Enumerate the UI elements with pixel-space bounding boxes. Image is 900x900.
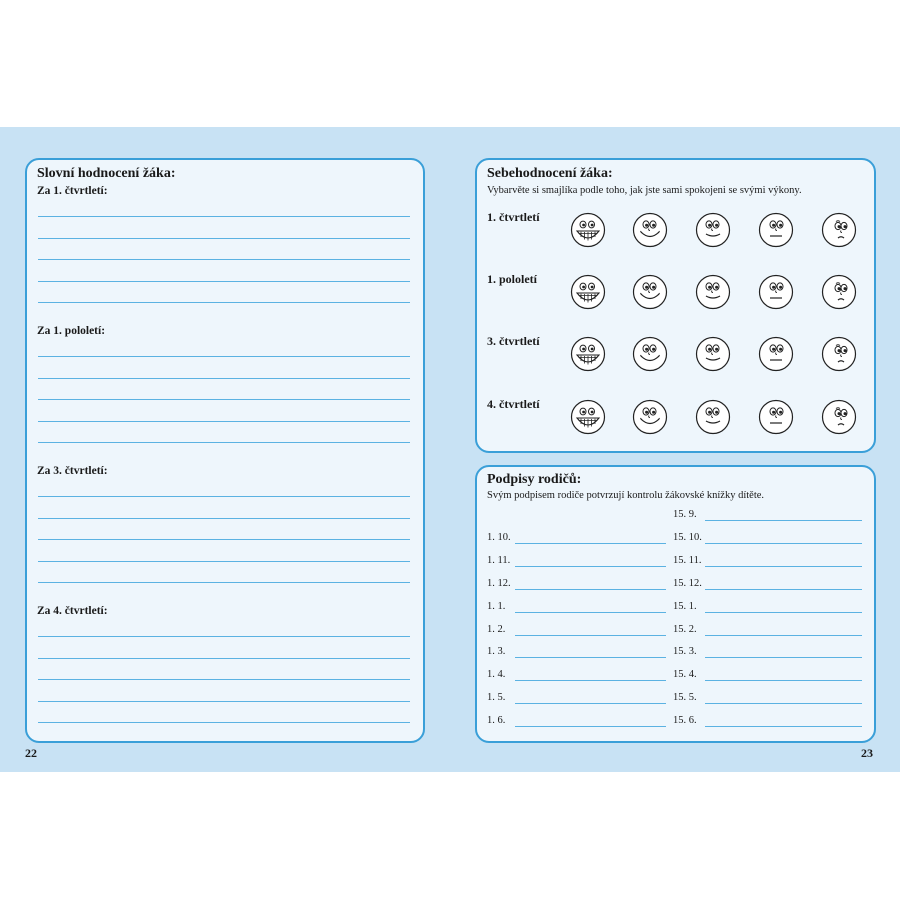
signature-date: 15. 6. <box>673 715 697 727</box>
unhappy-face-icon[interactable] <box>821 399 857 435</box>
unhappy-face-icon[interactable] <box>821 212 857 248</box>
writing-line[interactable] <box>38 496 410 497</box>
signature-line[interactable] <box>705 635 862 636</box>
signature-line[interactable] <box>705 543 862 544</box>
signature-line[interactable] <box>515 612 666 613</box>
signature-date: 1. 11. <box>487 554 511 566</box>
signature-line[interactable] <box>515 566 666 567</box>
signature-date: 1. 4. <box>487 669 506 681</box>
signature-line[interactable] <box>705 612 862 613</box>
content-face-icon[interactable] <box>695 336 731 372</box>
happy-face-icon[interactable] <box>632 336 668 372</box>
section-label: Za 1. pololetí: <box>37 325 106 337</box>
section-label: Za 1. čtvrtletí: <box>37 185 108 197</box>
signature-date: 15. 12. <box>673 577 702 589</box>
writing-line[interactable] <box>38 636 410 637</box>
verbal-evaluation-panel <box>25 158 425 743</box>
happy-face-icon[interactable] <box>632 399 668 435</box>
section-label: Za 3. čtvrtletí: <box>37 465 108 477</box>
signature-date: 15. 9. <box>673 509 697 520</box>
neutral-face-icon[interactable] <box>758 336 794 372</box>
writing-line[interactable] <box>38 722 410 723</box>
writing-line[interactable] <box>38 561 410 562</box>
signature-line[interactable] <box>515 589 666 590</box>
unhappy-face-icon[interactable] <box>821 336 857 372</box>
signature-date: 15. 11. <box>673 554 702 566</box>
signature-date: 1. 6. <box>487 715 506 727</box>
signature-line[interactable] <box>705 680 862 681</box>
writing-line[interactable] <box>38 539 410 540</box>
signature-line[interactable] <box>705 566 862 567</box>
unhappy-face-icon[interactable] <box>821 274 857 310</box>
writing-line[interactable] <box>38 442 410 443</box>
signature-date: 1. 5. <box>487 692 506 704</box>
period-label: 1. čtvrtletí <box>487 210 540 224</box>
writing-line[interactable] <box>38 216 410 217</box>
signature-line[interactable] <box>515 635 666 636</box>
signature-line[interactable] <box>705 520 862 521</box>
verbal-evaluation-title: Slovní hodnocení žáka: <box>37 166 176 181</box>
signature-line[interactable] <box>705 589 862 590</box>
writing-line[interactable] <box>38 259 410 260</box>
neutral-face-icon[interactable] <box>758 274 794 310</box>
content-face-icon[interactable] <box>695 399 731 435</box>
signature-line[interactable] <box>515 543 666 544</box>
parent-signatures-instruction: Svým podpisem rodiče potvrzují kontrolu žákovské knížky dítěte. <box>487 490 765 501</box>
signature-line[interactable] <box>515 657 666 658</box>
writing-line[interactable] <box>38 518 410 519</box>
section-label: Za 4. čtvrtletí: <box>37 605 108 617</box>
signature-date: 15. 5. <box>673 692 697 704</box>
page-number-right: 23 <box>861 746 873 760</box>
writing-line[interactable] <box>38 701 410 702</box>
writing-line[interactable] <box>38 658 410 659</box>
signature-line[interactable] <box>705 703 862 704</box>
writing-line[interactable] <box>38 421 410 422</box>
signature-line[interactable] <box>705 657 862 658</box>
content-face-icon[interactable] <box>695 274 731 310</box>
signature-date: 1. 3. <box>487 646 506 658</box>
parent-signatures-title: Podpisy rodičů: <box>487 472 582 487</box>
writing-line[interactable] <box>38 356 410 357</box>
period-label: 1. pololetí <box>487 272 537 286</box>
writing-line[interactable] <box>38 399 410 400</box>
signature-date: 15. 4. <box>673 669 697 681</box>
grin-face-icon[interactable] <box>570 274 606 310</box>
self-assessment-instruction: Vybarvěte si smajlíka podle toho, jak jste sami spokojeni se svými výkony. <box>487 185 802 196</box>
grin-face-icon[interactable] <box>570 336 606 372</box>
page-number-left: 22 <box>25 746 37 760</box>
writing-line[interactable] <box>38 378 410 379</box>
writing-line[interactable] <box>38 238 410 239</box>
period-label: 3. čtvrtletí <box>487 334 540 348</box>
neutral-face-icon[interactable] <box>758 399 794 435</box>
neutral-face-icon[interactable] <box>758 212 794 248</box>
content-face-icon[interactable] <box>695 212 731 248</box>
signature-date: 15. 3. <box>673 646 697 658</box>
happy-face-icon[interactable] <box>632 212 668 248</box>
happy-face-icon[interactable] <box>632 274 668 310</box>
signature-line[interactable] <box>515 680 666 681</box>
grin-face-icon[interactable] <box>570 212 606 248</box>
grin-face-icon[interactable] <box>570 399 606 435</box>
signature-date: 15. 2. <box>673 623 697 635</box>
signature-date: 15. 10. <box>673 531 702 543</box>
signature-date: 1. 10. <box>487 531 511 543</box>
writing-line[interactable] <box>38 302 410 303</box>
writing-line[interactable] <box>38 281 410 282</box>
period-label: 4. čtvrtletí <box>487 397 540 411</box>
signature-date: 1. 2. <box>487 623 506 635</box>
signature-line[interactable] <box>515 703 666 704</box>
writing-line[interactable] <box>38 582 410 583</box>
signature-date: 15. 1. <box>673 600 697 612</box>
signature-date: 1. 1. <box>487 600 506 612</box>
signature-date: 1. 12. <box>487 577 511 589</box>
writing-line[interactable] <box>38 679 410 680</box>
self-assessment-title: Sebehodnocení žáka: <box>487 166 613 181</box>
signature-line[interactable] <box>515 726 666 727</box>
signature-line[interactable] <box>705 726 862 727</box>
